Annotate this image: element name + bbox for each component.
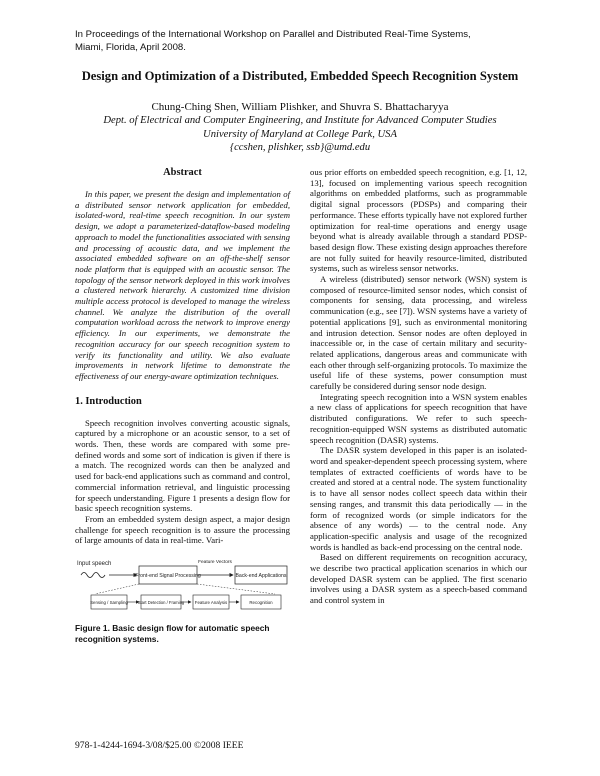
speech-waveform-icon (81, 573, 105, 578)
backend-label: Back-end Applications (235, 573, 287, 580)
left-column (75, 167, 290, 644)
sensing-label: Sensing / Sampling (90, 600, 128, 606)
figure-1-caption: Figure 1. Basic design flow for automatic speech recognition systems. (75, 623, 270, 644)
feature-vectors-label: Feature Vectors (198, 560, 232, 566)
conference-line-1: In Proceedings of the International Workshop on Parallel and Distributed Real-Time Systems, (75, 29, 471, 40)
feature-analysis-label: Feature Analysis (194, 600, 228, 606)
conference-header (75, 28, 525, 54)
start-detection-label: Start Detection / Framing (137, 600, 185, 606)
input-speech-label: Input speech (77, 561, 112, 568)
author-emails: {ccshen, plishker, ssb}@umd.edu (229, 142, 371, 154)
affiliation-block (40, 114, 560, 155)
abstract-heading: Abstract (163, 167, 202, 178)
right-paragraph-4: The DASR system developed in this paper is an isolated-word and speaker-dependent speech processing system, where templates of extracted coefficients of words have to be created and stored at a central node. The system functionality is to have all sensor nodes collect speech data within their sensing ranges, and transmit this data periodically — in the form of recognized words (or simple indicators for the absence of any words) — to the central node. Any application-specific analysis and usage of the recognized words is handled as back-end processing on the central node. (310, 445, 527, 552)
abstract-text: In this paper, we present the design and implementation of a distributed sensor network application for embedded, isolated-word, real-time speech recognition. In our system design, we adopt a parameterized-dataflow-based modeling approach to model the functionalities associated with sensing and processing of acoustic data, and we implement the associated embedded software on an off-the-shelf sensor node platform that is equipped with an acoustic sensor. The topology of the sensor network deployed in this work involves a clustered network hierarchy. A customized time division multiple access protocol is developed to manage the wireless channel. We analyze the distribution of the overall computation workload across the network to improve energy efficiency. In our experiments, we demonstrate the recognition accuracy for our speech recognition system to verify its functionality and utility. We also evaluate improvements in network lifetime to demonstrate the effectiveness of our energy-aware optimization techniques. (75, 189, 290, 381)
right-column (310, 167, 527, 606)
section-heading-introduction: 1. Introduction (75, 395, 142, 407)
expand-line-right (197, 584, 275, 594)
frontend-label: Front-end Signal Processing (135, 573, 201, 580)
figure-1-diagram (75, 558, 290, 618)
intro-paragraph-2: From an embedded system design aspect, a major design challenge for speech recognition is to assure the processing of large amounts of data in real-time. Vari- (75, 513, 290, 546)
expand-line-left (95, 584, 139, 594)
paper-title: Design and Optimization of a Distributed, Embedded Speech Recognition System (81, 69, 519, 83)
right-paragraph-5: Based on different requirements on recognition accuracy, we describe two practical application scenarios in which our developed DASR system can be applied. The first scenario involves using a DASR system as a speech-based command and control system in (310, 552, 527, 606)
recognition-label: Recognition (249, 600, 273, 606)
isbn-footer: 978-1-4244-1694-3/08/$25.00 ©2008 IEEE (75, 740, 244, 751)
author-list: Chung-Ching Shen, William Plishker, and Shuvra S. Bhattacharyya (151, 101, 449, 113)
design-flow-svg (75, 558, 290, 618)
conference-line-2: Miami, Florida, April 2008. (75, 42, 186, 53)
right-paragraph-3: Integrating speech recognition into a WSN system enables a new class of applications for speech recognition that have distributed configurations. We refer to such speech-recognition-equipped WSN systems as distributed automatic speech recognition (DASR) systems. (310, 391, 527, 445)
affiliation-line-1: Dept. of Electrical and Computer Engineering, and Institute for Advanced Computer Studies (103, 115, 497, 126)
affiliation-line-2: University of Maryland at College Park, USA (203, 128, 397, 140)
right-paragraph-2: A wireless (distributed) sensor network (WSN) system is composed of resource-limited sensor nodes, which consist of components for sensing, data processing, and wireless communication (e.g., see [7]). WSN systems have a variety of potential applications [9], such as environmental monitoring and intrusion detection. Sensor nodes are often deployed in inaccessible or, in the case of certain military and security-related applications, dangerous areas and communicate with each other through self-organizing protocols. To maximize the useful life of these systems, power consumption must carefully be considered during sensor node design. (310, 274, 527, 392)
intro-paragraph-1: Speech recognition involves converting acoustic signals, captured by a microphone or an acoustic sensor, to a set of words. Then, these words are compared with some pre-defined words and some sort of indication is given if there is a match. The recognized words can then be analyzed and used for back-end applications such as command and control, commercial information retrieval, and linguistic processing for speech understanding. Figure 1 presents a design flow for basic speech recognition systems. (75, 417, 290, 514)
right-paragraph-1: ous prior efforts on embedded speech recognition, e.g. [1, 12, 13], focused on implementing various speech recognition algorithms on embedded platforms, such as programmable digital signal processors (PDSPs) and comparing their performance. These efforts typically have not explored further optimization for real-time operations and energy usage beyond what is already available through a standard PDSP-based design flow. These existing design approaches therefore are not fully suited for heavily resource-limited, distributed systems, such as wireless sensor networks. (310, 167, 527, 274)
